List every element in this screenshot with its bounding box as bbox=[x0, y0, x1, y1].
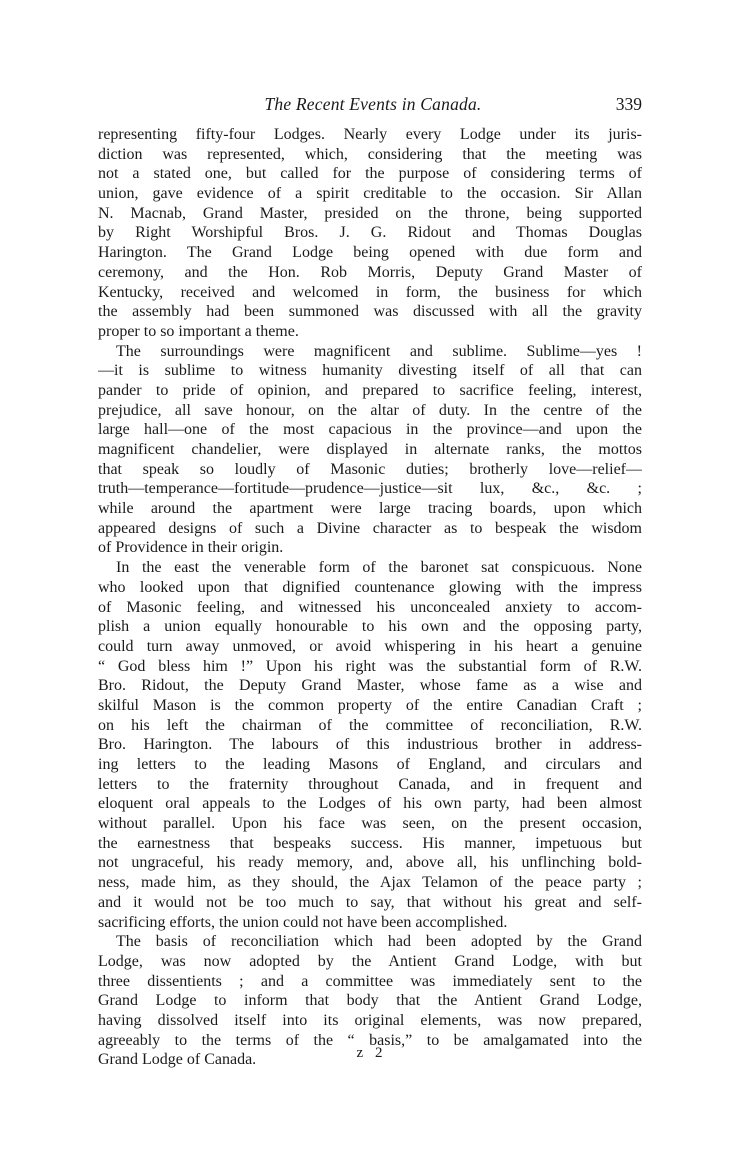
text-line: three dissentients ; and a committee was immediately sent to the bbox=[98, 972, 642, 990]
text-line: could turn away unmoved, or avoid whispering in his heart a genuine bbox=[98, 637, 642, 655]
text-line: diction was represented, which, considering that the meeting was bbox=[98, 145, 642, 163]
text-line: and it would not be too much to say, that without his great and self- bbox=[98, 893, 642, 911]
text-line: The basis of reconciliation which had been adopted by the Grand bbox=[116, 933, 642, 951]
text-line: Grand Lodge to inform that body that the Antient Grand Lodge, bbox=[98, 992, 642, 1010]
text-line: Kentucky, received and welcomed in form, the business for which bbox=[98, 283, 642, 301]
text-line: sacrificing efforts, the union could not have been accomplished. bbox=[98, 913, 508, 931]
text-line: N. Macnab, Grand Master, presided on the throne, being supported bbox=[98, 204, 642, 222]
text-line: letters to the fraternity throughout Canada, and in frequent and bbox=[98, 775, 642, 793]
text-line: magnificent chandelier, were displayed in alternate ranks, the mottos bbox=[98, 441, 642, 458]
text-line: not ungraceful, his ready memory, and, above all, his unflinching bold- bbox=[98, 854, 642, 872]
text-line: on his left the chairman of the committee of reconciliation, R.W. bbox=[98, 716, 642, 734]
paragraph-2 bbox=[98, 342, 642, 559]
text-line: Harington. The Grand Lodge being opened with due form and bbox=[98, 244, 642, 262]
text-line: appeared designs of such a Divine character as to bespeak the wisdom bbox=[98, 519, 642, 537]
text-line: having dissolved itself into its original elements, was now prepared, bbox=[98, 1011, 642, 1029]
text-line: skilful Mason is the common property of the entire Canadian Craft ; bbox=[98, 696, 642, 714]
running-title: The Recent Events in Canada. bbox=[264, 94, 482, 114]
text-line: Grand Lodge of Canada. bbox=[98, 1051, 257, 1069]
body-text bbox=[98, 125, 642, 1070]
text-line: who looked upon that dignified countenance glowing with the impress bbox=[98, 578, 642, 596]
text-line: Bro. Harington. The labours of this industrious brother in address- bbox=[98, 736, 642, 754]
text-line: “ God bless him !” Upon his right was the substantial form of R.W. bbox=[98, 657, 642, 675]
text-line: The surroundings were magnificent and sublime. Sublime—yes ! bbox=[116, 342, 642, 360]
text-line: pander to pride of opinion, and prepared to sacrifice feeling, interest, bbox=[98, 381, 642, 399]
text-line: plish a union equally honourable to his own and the opposing party, bbox=[98, 618, 642, 636]
text-line: In the east the venerable form of the baronet sat conspicuous. None bbox=[116, 559, 642, 577]
text-line: of Providence in their origin. bbox=[98, 539, 284, 557]
signature-mark: z 2 bbox=[356, 1045, 387, 1061]
text-line: ceremony, and the Hon. Rob Morris, Deputy Grand Master of bbox=[98, 263, 642, 281]
text-line: that speak so loudly of Masonic duties; brotherly love—relief— bbox=[98, 460, 642, 478]
page-number: 339 bbox=[615, 94, 642, 114]
text-line: ing letters to the leading Masons of England, and circulars and bbox=[98, 756, 642, 773]
text-line: eloquent oral appeals to the Lodges of his own party, had been almost bbox=[98, 795, 642, 813]
text-line: agreeably to the terms of the “ basis,” to be amalgamated into the bbox=[98, 1031, 642, 1049]
text-line: not a stated one, but called for the purpose of considering terms of bbox=[98, 165, 642, 183]
text-line: —it is sublime to witness humanity divesting itself of all that can bbox=[98, 362, 642, 380]
text-line: proper to so important a theme. bbox=[98, 322, 299, 340]
text-line: ness, made him, as they should, the Ajax Telamon of the peace party ; bbox=[98, 874, 642, 892]
text-line: large hall—one of the most capacious in the province—and upon the bbox=[98, 421, 642, 439]
paragraph-3 bbox=[98, 558, 642, 932]
text-line: while around the apartment were large tracing boards, upon which bbox=[98, 500, 642, 518]
text-line: of Masonic feeling, and witnessed his unconcealed anxiety to accom- bbox=[98, 598, 642, 616]
text-line: without parallel. Upon his face was seen, on the present occasion, bbox=[98, 815, 642, 833]
paragraph-1 bbox=[98, 125, 642, 342]
text-line: union, gave evidence of a spirit creditable to the occasion. Sir Allan bbox=[98, 185, 642, 203]
text-line: Lodge, was now adopted by the Antient Grand Lodge, with but bbox=[98, 952, 642, 970]
text-line: the earnestness that bespeaks success. His manner, impetuous but bbox=[98, 834, 642, 852]
text-line: the assembly had been summoned was discussed with all the gravity bbox=[98, 303, 642, 321]
text-line: by Right Worshipful Bros. J. G. Ridout and Thomas Douglas bbox=[98, 224, 642, 242]
text-line: prejudice, all save honour, on the altar of duty. In the centre of the bbox=[98, 401, 642, 419]
text-line: truth—temperance—fortitude—prudence—justice—sit lux, &c., &c. ; bbox=[98, 480, 642, 498]
text-line: Bro. Ridout, the Deputy Grand Master, whose fame as a wise and bbox=[98, 677, 642, 695]
running-head bbox=[98, 92, 648, 116]
text-line: representing fifty-four Lodges. Nearly every Lodge under its juris- bbox=[98, 126, 642, 143]
